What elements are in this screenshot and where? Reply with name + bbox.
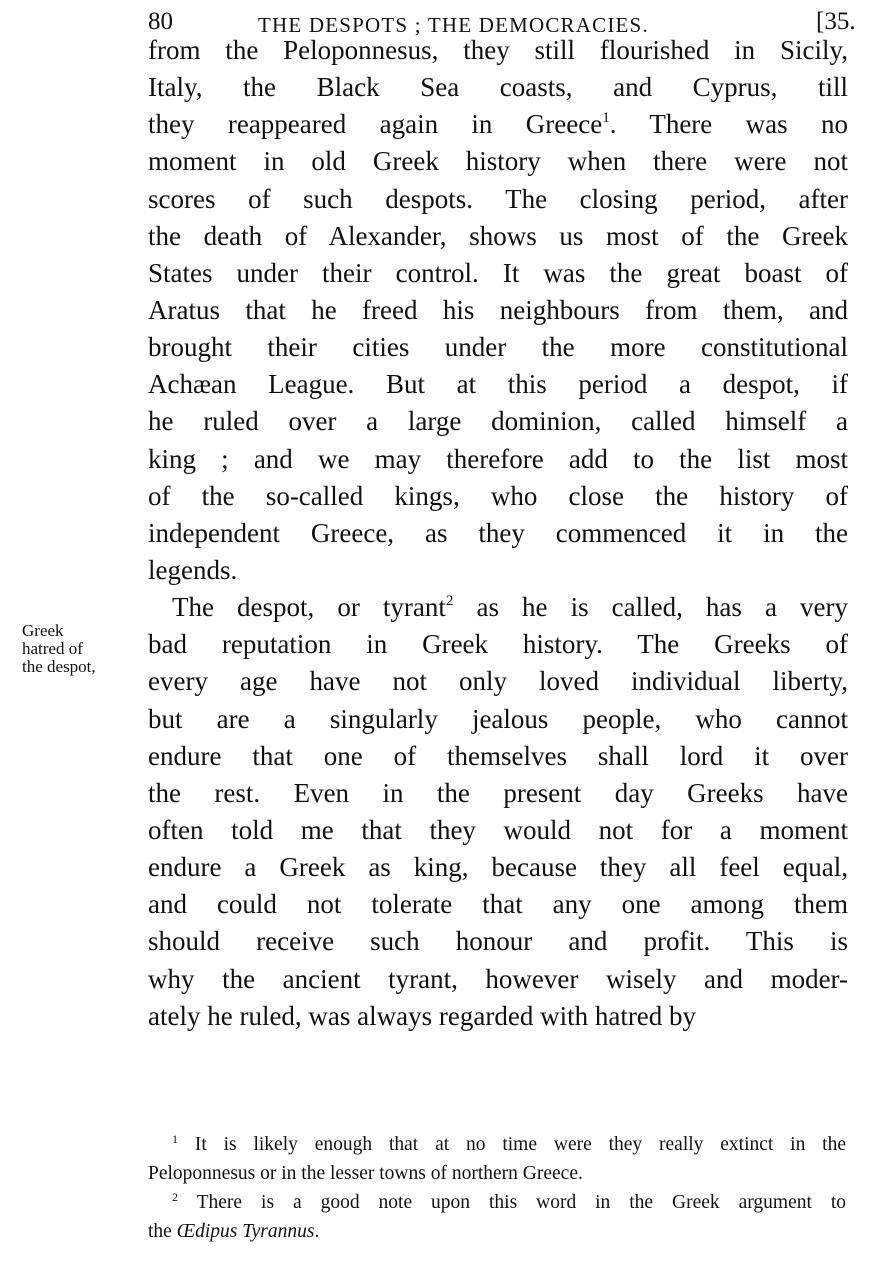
running-title: THE DESPOTS ; THE DEMOCRACIES.	[258, 13, 649, 37]
margin-note	[22, 622, 96, 676]
text-line: the rest. Even in the present day Greeks have	[148, 777, 848, 808]
footnote-mark: 2	[172, 1190, 178, 1204]
text-line: they reappeared again in Greece$^1$. There was no	[148, 109, 848, 140]
text-line: The despot, or tyrant$^2$ as he is called, has a very	[172, 592, 848, 623]
footnote-mark: 1	[172, 1132, 178, 1146]
margin-note-line: Greek	[22, 621, 64, 640]
text-line: brought their cities under the more constitutional	[148, 332, 848, 363]
text-line: endure a Greek as king, because they all feel equal,	[148, 852, 848, 883]
text-line: ately he ruled, was always regarded with hatred by	[148, 1000, 697, 1031]
text-line: moment in old Greek history when there were not	[148, 146, 848, 177]
body-text	[148, 32, 848, 1035]
footnote-ref: 1	[602, 110, 610, 127]
text-line: and could not tolerate that any one among them	[148, 889, 848, 920]
text-line: Achæan League. But at this period a despot, if	[148, 369, 848, 400]
text-line: independent Greece, as they commenced it in the	[148, 517, 848, 548]
footnotes	[148, 1130, 846, 1246]
text-line: endure that one of themselves shall lord it over	[148, 740, 848, 771]
text-line: should receive such honour and profit. This is	[148, 926, 848, 957]
text-line: often told me that they would not for a moment	[148, 814, 848, 845]
text-line: States under their control. It was the great boast of	[148, 257, 848, 288]
text-line: Italy, the Black Sea coasts, and Cyprus, till	[148, 72, 848, 103]
italic-title: Œdipus Tyrannus	[176, 1221, 315, 1242]
text-line: scores of such despots. The closing period, after	[148, 183, 848, 214]
text-line: the death of Alexander, shows us most of the Greek	[148, 220, 848, 251]
text-line: but are a singularly jealous people, who cannot	[148, 703, 848, 734]
footnote-line: $^1$ It is likely enough that at no time were they really extinct in the	[172, 1132, 847, 1155]
text-line: bad reputation in Greek history. The Greeks of	[148, 629, 848, 660]
section-number: [35.	[816, 8, 856, 35]
footnote-ref: 2	[445, 593, 454, 610]
footnote-line: the Œdipus Tyrannus.	[148, 1221, 320, 1242]
text-line: legends.	[148, 554, 238, 585]
page-number: 80	[148, 8, 173, 35]
margin-note-line: the despot,	[22, 657, 96, 676]
margin-note-line: hatred of	[22, 639, 83, 658]
text-line: king ; and we may therefore add to the list most	[148, 443, 848, 474]
text-line: he ruled over a large dominion, called himself a	[148, 406, 848, 437]
text-line: why the ancient tyrant, however wisely and moder-	[148, 963, 848, 994]
text-line: Aratus that he freed his neighbours from them, and	[148, 294, 848, 325]
text-line: of the so-called kings, who close the history of	[148, 480, 848, 511]
text-line: every age have not only loved individual liberty,	[148, 666, 848, 697]
text-line: from the Peloponnesus, they still flourished in Sicily,	[148, 35, 848, 65]
footnote-line: $^2$ There is a good note upon this word in the Greek argument to	[172, 1190, 847, 1213]
footnote-line: Peloponnesus or in the lesser towns of northern Greece.	[148, 1163, 583, 1184]
